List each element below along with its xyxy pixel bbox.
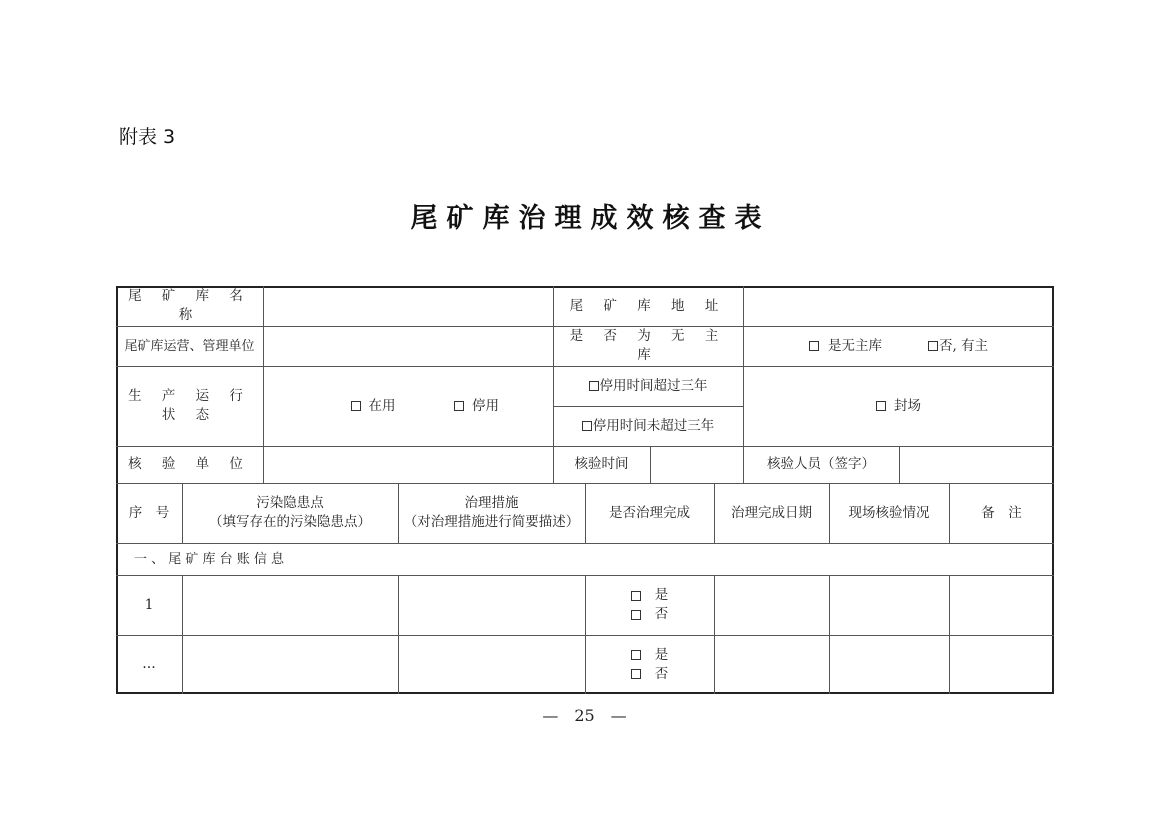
checkbox-icon[interactable] [582,421,592,431]
inspector-signature-field[interactable] [899,446,1054,483]
section-title: 一 、 尾 矿 库 台 账 信 息 [134,551,285,567]
hazard-field[interactable] [182,635,398,694]
completion-date-field[interactable] [714,575,829,635]
completed-no-option[interactable] [631,605,669,624]
column-header-hazard [182,483,398,543]
inspection-time-label: 核验时间 [574,456,629,472]
column-header-index: 序 号 [128,504,170,521]
header-label: 污染隐患点 [256,495,324,511]
column-header-verification: 现场核验情况 [848,504,930,521]
option-label: 否 [654,665,669,682]
status-closed-option[interactable] [743,366,1054,446]
page-number: — 25 — [542,706,627,725]
option-label: 停用时间超过三年 [599,377,708,394]
completed-no-option[interactable] [631,665,669,684]
checkbox-icon[interactable] [928,341,938,351]
checkbox-icon[interactable] [631,669,641,679]
option-label: 否 [654,606,669,622]
header-label: 治理措施 [464,495,519,511]
checkbox-icon[interactable] [876,401,886,411]
column-header-completed: 是否治理完成 [609,504,690,521]
ownerless-options [743,326,1054,366]
document-title: 尾矿库治理成效核查表 [410,203,771,234]
checkbox-icon[interactable] [454,401,464,411]
option-label: 是 [654,646,669,663]
column-header-remark: 备 注 [981,504,1022,521]
completed-options [585,635,714,694]
ownerless-no-option[interactable] [928,337,988,356]
column-header-completion-date: 治理完成日期 [731,504,812,521]
inspection-unit-field[interactable] [263,446,553,483]
checkbox-icon[interactable] [631,650,641,660]
completed-yes-option[interactable] [631,586,669,605]
measure-field[interactable] [398,635,585,694]
option-label: 在用 [368,397,396,414]
completion-date-field[interactable] [714,635,829,694]
checkbox-icon[interactable] [631,591,641,601]
checkbox-icon[interactable] [631,610,641,620]
checkbox-icon[interactable] [809,341,819,351]
operation-status-label: 生 产 运 行 状 态 [128,388,251,423]
tailings-name-label: 尾 矿 库 名 称 [128,288,251,323]
operator-label: 尾矿库运营、管理单位 [124,338,255,354]
checkbox-icon[interactable] [589,381,599,391]
remark-field[interactable] [949,575,1054,635]
verification-field[interactable] [829,575,949,635]
ownerless-yes-option[interactable] [809,337,882,356]
row-index: 1 [144,596,154,613]
status-under-three-years-option[interactable] [553,406,743,446]
status-over-three-years-option[interactable] [553,366,743,406]
header-sublabel: （对治理措施进行简要描述） [403,514,580,530]
verification-field[interactable] [829,635,949,694]
ownerless-label: 是 否 为 无 主 库 [569,328,727,363]
tailings-address-field[interactable] [743,286,1054,326]
column-header-measure [398,483,585,543]
option-label: 是无主库 [827,337,882,354]
checkbox-icon[interactable] [351,401,361,411]
option-label: 是 [654,587,669,603]
operator-field[interactable] [263,326,553,366]
header-sublabel: （填写存在的污染隐患点） [209,514,371,530]
remark-field[interactable] [949,635,1054,694]
inspector-signature-label: 核验人员（签字） [767,456,875,472]
option-label: 否, 有主 [938,337,989,354]
inspection-time-field[interactable] [650,446,743,483]
option-label: 停用 [472,397,499,414]
status-in-use-option[interactable] [263,366,433,446]
option-label: 停用时间未超过三年 [592,417,715,434]
tailings-name-field[interactable] [263,286,553,326]
inspection-unit-label: 核 验 单 位 [128,456,251,472]
status-suspended-option[interactable] [420,366,553,446]
measure-field[interactable] [398,575,585,635]
hazard-field[interactable] [182,575,398,635]
option-label: 封场 [894,397,921,414]
tailings-address-label: 尾 矿 库 地 址 [569,297,727,314]
row-index: … [142,656,156,672]
completed-yes-option[interactable] [631,646,669,665]
completed-options [585,575,714,635]
appendix-label: 附表 3 [119,126,176,148]
